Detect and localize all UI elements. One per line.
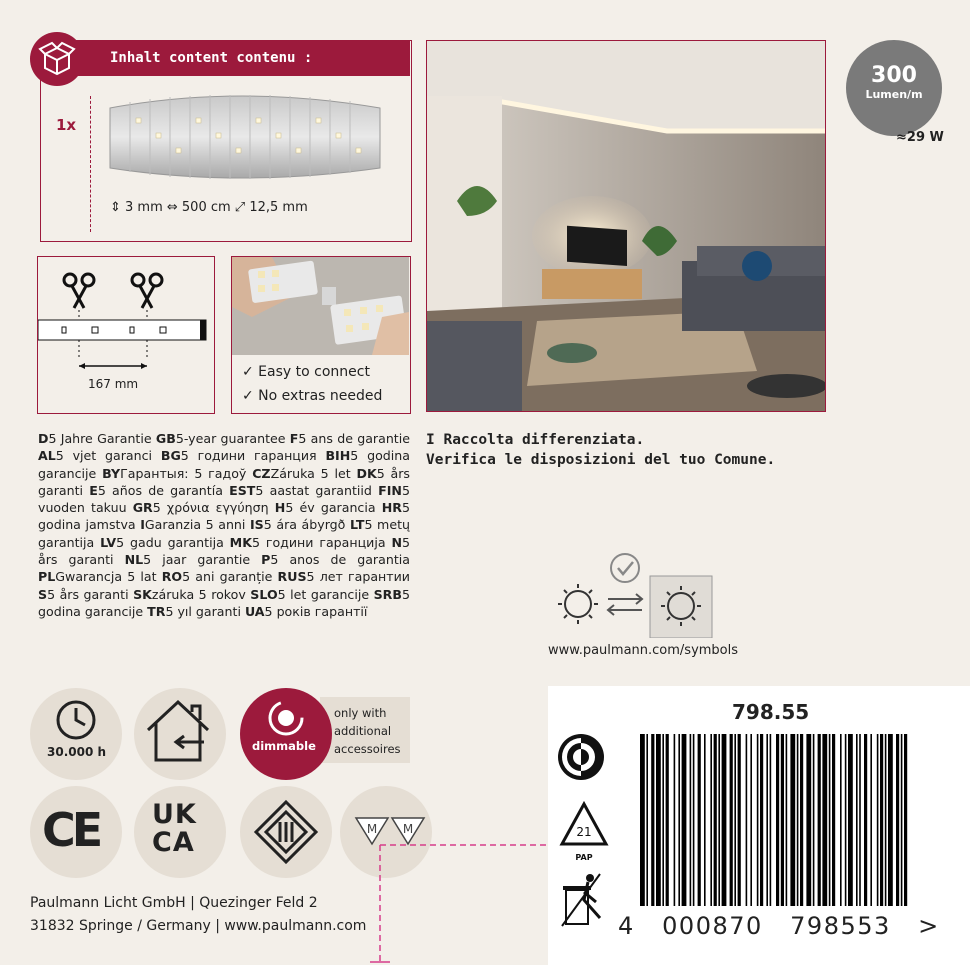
country-code: NL (124, 552, 144, 568)
country-code: LT (349, 517, 365, 533)
content-header: Inhalt content contenu : (40, 40, 410, 76)
lumen-value: 300 (871, 63, 917, 88)
lumen-badge (846, 40, 942, 136)
symbols-diagram (546, 548, 716, 638)
warranty-phrase: 5 ani garanție (182, 569, 278, 585)
barcode-bar (730, 734, 733, 906)
barcode-bar (776, 734, 779, 906)
living-room-photo (426, 40, 826, 412)
country-code: AL (38, 448, 56, 464)
barcode-bar (757, 734, 759, 906)
barcode-bar (770, 734, 772, 906)
country-code: LV (100, 534, 117, 550)
warranty-phrase: 5 ans de garantie (298, 431, 410, 446)
ukca-mark-icon (152, 801, 197, 857)
warranty-phrase: 5 év garancia (285, 500, 382, 516)
scissors-icon (132, 274, 162, 308)
country-code: E (89, 482, 98, 498)
barcode-bar (888, 734, 893, 906)
warranty-phrase: 5 års garanti (47, 586, 134, 602)
barcode-bar (790, 734, 795, 906)
country-code: GB (155, 431, 176, 446)
barcode-bar (813, 734, 815, 906)
dimmer-knob-icon (262, 694, 310, 742)
accessories-note-line1: only with (334, 706, 387, 720)
barcode-bar (698, 734, 701, 906)
recycling-notice (426, 430, 775, 470)
barcode-bar (718, 734, 720, 906)
country-code: UA (244, 603, 265, 619)
barcode-bar (800, 734, 803, 906)
svg-text:M: M (366, 822, 378, 836)
barcode-bar (704, 734, 706, 906)
barcode-bar (682, 734, 687, 906)
warranty-phrase: 5 aastat garantiid (255, 482, 379, 498)
barcode-bar (693, 734, 695, 906)
warranty-phrase: 5-year guarantee (175, 431, 290, 446)
no-extras-label: ✓ No extras needed (242, 388, 383, 404)
country-code: PL (38, 569, 56, 585)
barcode-bar (797, 734, 799, 906)
country-code: BIH (325, 448, 351, 464)
country-code: GR (132, 500, 153, 516)
barcode-bar (656, 734, 661, 906)
barcode-bar (845, 734, 847, 906)
country-code: BY (102, 465, 121, 481)
warranty-phrase: 5 yıl garanti (165, 603, 245, 619)
country-code: CZ (252, 465, 271, 481)
country-code: BG (160, 448, 181, 464)
protection-class-iii-icon (252, 798, 320, 866)
warranty-phrase: 5 godina garancije (38, 448, 410, 481)
clock-icon (54, 698, 98, 742)
ean-barcode (640, 734, 910, 914)
warranty-phrase: 5 godina garancije (38, 586, 410, 619)
accessories-note-line3: accessoires (334, 742, 401, 756)
warranty-phrase: 5 Jahre Garantie (48, 431, 156, 446)
barcode-bar (818, 734, 821, 906)
warranty-phrase: 5 vuoden takuu (38, 482, 410, 516)
warranty-phrase: Gwarancja 5 lat (55, 569, 162, 585)
ukca-line1: UK (152, 799, 197, 830)
warranty-phrase: 5 лет гарантии (306, 569, 410, 585)
barcode-bar (714, 734, 717, 906)
recycling-pap-icon (558, 800, 610, 864)
barcode-bar (856, 734, 858, 906)
barcode-digits: 4 000870 798553 > (618, 912, 940, 940)
barcode-bar (640, 734, 645, 906)
country-code: RO (161, 569, 183, 585)
connector-photo (232, 257, 409, 355)
warranty-phrase: 5 години гаранција (251, 534, 392, 550)
lifetime-label: 30.000 h (47, 745, 107, 759)
barcode-bar (666, 734, 669, 906)
country-code: D (38, 431, 49, 446)
address-line2: 31832 Springe / Germany | www.paulmann.com (30, 918, 367, 934)
country-code: SLO (250, 586, 278, 602)
warranty-phrase: 5 metų garantija (38, 517, 410, 550)
barcode-bar (738, 734, 741, 906)
barcode-bar (896, 734, 899, 906)
accessories-note (334, 704, 401, 758)
barcode-bar (877, 734, 879, 906)
green-dot-icon (556, 732, 606, 782)
ukca-line2: CA (152, 827, 195, 858)
warranty-phrase: 5 ára ábyrgð (263, 517, 350, 533)
barcode-bar (651, 734, 654, 906)
weee-bin-icon (560, 872, 602, 928)
address-line1: Paulmann Licht GmbH | Quezinger Feld 2 (30, 895, 318, 911)
warranty-phrase: Garanzia 5 anni (144, 517, 250, 533)
barcode-bar (646, 734, 648, 906)
lumen-unit: Lumen/m (865, 88, 923, 101)
power-label: ≈29 W (896, 130, 944, 145)
barcode-bar (746, 734, 748, 906)
warranty-phrase: 5 години гаранция (180, 448, 326, 464)
country-code: S (38, 586, 48, 602)
barcode-bar (832, 734, 835, 906)
sun-icon (558, 584, 598, 624)
warranty-phrase: 5 vjet garanci (55, 448, 161, 464)
barcode-bar (786, 734, 788, 906)
warranty-phrase: 5 års garanti (38, 534, 410, 568)
barcode-bar (859, 734, 861, 906)
country-code: SRB (373, 586, 402, 602)
barcode-bar (781, 734, 784, 906)
symbols-url[interactable]: www.paulmann.com/symbols (548, 643, 739, 658)
barcode-bar (822, 734, 827, 906)
barcode-bar (760, 734, 763, 906)
barcode-bar (674, 734, 676, 906)
barcode-bar (678, 734, 680, 906)
recycling-notice-line2: Verifica le disposizioni del tuo Comune. (426, 452, 776, 468)
warranty-phrase: 5 años de garantía (97, 482, 230, 498)
country-code: HR (381, 500, 402, 516)
recycling-notice-line1: I Raccolta differenziata. (426, 432, 645, 448)
country-code: FIN (378, 482, 402, 498)
country-code: P (261, 552, 271, 568)
country-code: N (391, 534, 402, 550)
package-icon (30, 32, 84, 86)
cut-distance-label: 167 mm (88, 377, 139, 391)
barcode-bar (880, 734, 883, 906)
warranty-phrase: 5 років гарантії (264, 603, 368, 619)
barcode-bar (829, 734, 831, 906)
warranty-phrase: záruka 5 rokov (151, 586, 251, 602)
check-circle-icon (611, 554, 639, 582)
barcode-bar (662, 734, 664, 906)
barcode-bar (734, 734, 736, 906)
company-address (30, 892, 366, 938)
recycle-code: 21 (576, 825, 592, 839)
barcode-bar (766, 734, 768, 906)
barcode-bar (750, 734, 752, 906)
country-code: F (289, 431, 299, 446)
barcode-bar (848, 734, 853, 906)
country-code: TR (147, 603, 166, 619)
easy-to-connect-label: ✓ Easy to connect (242, 364, 370, 380)
cut-diagram (38, 268, 214, 378)
svg-text:M: M (402, 822, 414, 836)
country-code: DK (356, 465, 377, 481)
warranty-phrase: Гарантыя: 5 гадоў (120, 465, 253, 481)
barcode-bar (806, 734, 811, 906)
country-code: EST (229, 482, 256, 498)
scissors-icon (64, 274, 94, 308)
country-code: H (274, 500, 286, 516)
warranty-text (38, 430, 410, 620)
swap-arrows-icon (608, 594, 642, 615)
country-code: I (140, 517, 145, 533)
warranty-phrase: 5 gadu garantija (116, 534, 230, 550)
warranty-phrase: Záruka 5 let (270, 465, 357, 481)
barcode-bar (690, 734, 692, 906)
article-number: 798.55 (732, 700, 810, 724)
quantity-label: 1x (56, 116, 77, 134)
recycle-label: PAP (575, 853, 593, 862)
warranty-phrase: 5 jaar garantie (143, 552, 262, 568)
barcode-bar (710, 734, 712, 906)
barcode-bar (840, 734, 842, 906)
strip-dimensions: ⇕ 3 mm ⇔ 500 cm ⤢ 12,5 mm (110, 200, 308, 215)
indoor-house-icon (140, 694, 220, 774)
warranty-phrase: 5 godina jamstva (38, 500, 410, 533)
country-code: MK (229, 534, 252, 550)
led-strip-reel-image (100, 88, 390, 188)
barcode-bar (870, 734, 872, 906)
ce-mark-icon: CE (42, 803, 100, 857)
warranty-phrase: 5 let garancije (277, 586, 374, 602)
accessories-note-line2: additional (334, 724, 392, 738)
country-code: IS (250, 517, 264, 533)
dimmable-label: dimmable (252, 739, 316, 753)
warranty-phrase: 5 års garanti (38, 465, 410, 498)
barcode-bar (722, 734, 727, 906)
country-code: SK (133, 586, 152, 602)
barcode-bar (901, 734, 903, 906)
content-box-divider (90, 96, 92, 232)
warranty-phrase: 5 anos de garantia (270, 552, 410, 568)
country-code: RUS (277, 569, 307, 585)
warranty-phrase: 5 χρόνια εγγύηση (152, 500, 275, 516)
barcode-bar (885, 734, 887, 906)
barcode-bar (904, 734, 907, 906)
barcode-bar (864, 734, 867, 906)
